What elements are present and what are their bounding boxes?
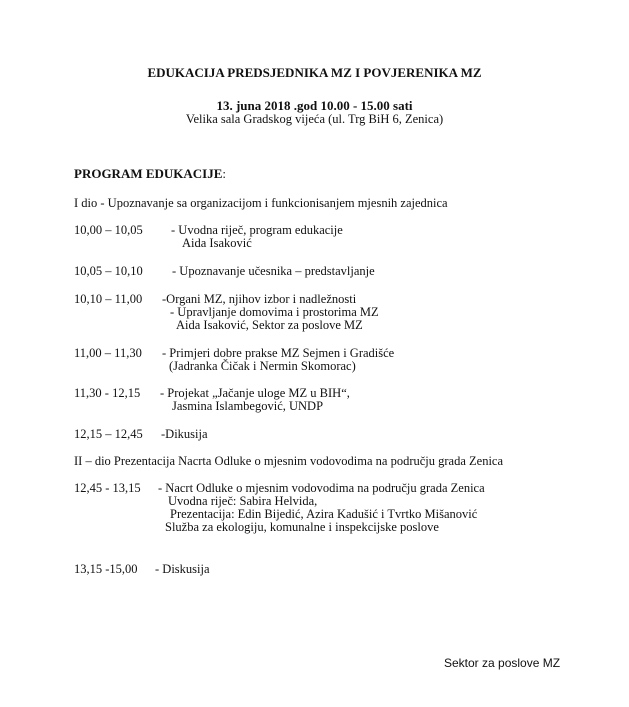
item-line: - Projekat „Jačanje uloge MZ u BIH“,: [160, 386, 350, 400]
item-line: - Upravljanje domovima i prostorima MZ: [170, 305, 379, 319]
item-line: (Jadranka Čičak i Nermin Skomorac): [169, 359, 356, 373]
program-heading-text: PROGRAM EDUKACIJE: [74, 166, 223, 181]
item-line: Služba za ekologiju, komunalne i inspekcijske poslove: [165, 520, 439, 534]
item-time: 10,05 – 10,10: [74, 264, 143, 278]
item-line: Prezentacija: Edin Bijedić, Azira Kadušić i Tvrtko Mišanović: [170, 507, 478, 521]
item-line: - Diskusija: [155, 562, 210, 576]
item-line: -Organi MZ, njihov izbor i nadležnosti: [162, 292, 357, 306]
item-line: - Nacrt Odluke o mjesnim vodovodima na području grada Zenica: [158, 481, 485, 495]
item-time: 11,30 - 12,15: [74, 386, 141, 400]
document-title: EDUKACIJA PREDSJEDNIKA MZ I POVJERENIKA MZ: [147, 65, 482, 80]
item-line: Aida Isaković, Sektor za poslove MZ: [176, 318, 363, 332]
program-heading: [74, 167, 226, 181]
item-line: - Uvodna riječ, program edukacije: [171, 223, 343, 237]
item-time: 13,15 -15,00: [74, 562, 138, 576]
event-location: Velika sala Gradskog vijeća (ul. Trg BiH 6, Zenica): [185, 112, 444, 126]
item-time: 10,10 – 11,00: [74, 292, 143, 306]
item-line: Jasmina Islambegović, UNDP: [172, 399, 324, 413]
signature: Sektor za poslove MZ: [444, 656, 561, 670]
item-line: Uvodna riječ: Sabira Helvida,: [168, 494, 318, 508]
item-line: - Primjeri dobre prakse MZ Sejmen i Gradišće: [162, 346, 395, 360]
item-time: 11,00 – 11,30: [74, 346, 142, 360]
item-line: Aida Isaković: [182, 236, 252, 250]
program-heading-colon: :: [222, 166, 227, 181]
item-time: 10,00 – 10,05: [74, 223, 143, 237]
part-2-title: II – dio Prezentacija Nacrta Odluke o mjesnim vodovodima na području grada Zenica: [74, 454, 504, 468]
item-time: 12,45 - 13,15: [74, 481, 141, 495]
event-date: 13. juna 2018 .god 10.00 - 15.00 sati: [216, 98, 413, 113]
part-1-title: I dio - Upoznavanje sa organizacijom i funkcionisanjem mjesnih zajednica: [74, 196, 448, 210]
item-time: 12,15 – 12,45: [74, 427, 143, 441]
item-line: -Dikusija: [161, 427, 208, 441]
item-line: - Upoznavanje učesnika – predstavljanje: [172, 264, 375, 278]
